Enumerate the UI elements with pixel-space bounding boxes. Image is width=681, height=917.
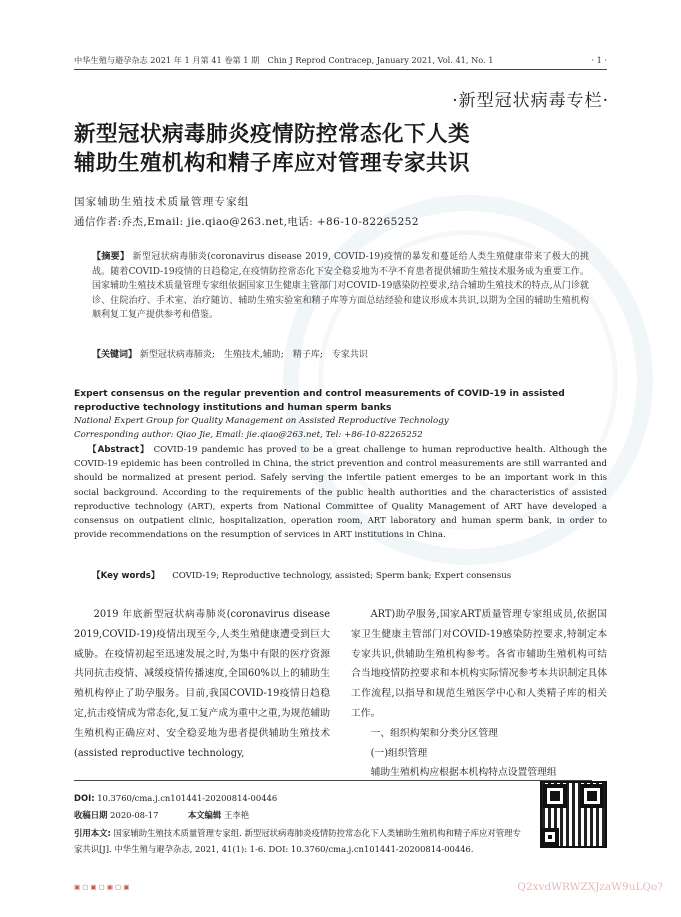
english-abstract-text: COVID-19 pandemic has proved to be a great challenge to human reproductive health. Although the COVID-19 epidemic has been controlled in China, the strict prevention and control measurements are still warranted and should be normalized at present period. Safely serving the infertile patient emerges to be an important work in this social background. According to the requirements of the public health authorities and the characteristics of assisted reproductive technology (ART), experts from National Committee of Quality Management of ART have developed a consensus on outpatient clinic, hospitalization, operation room, ART laboratory and human sperm bank, in order to provide recommendations on the resumption of services in ART institutions in China.	[74, 445, 608, 541]
running-head	[74, 55, 607, 66]
footer-doi	[74, 793, 526, 803]
english-keywords-text: COVID-19; Reproductive technology, assisted; Sperm bank; Expert consensus	[172, 571, 512, 581]
chinese-abstract-label: 【摘要】	[92, 252, 130, 262]
section-heading-1: 一、组织构架和分类分区管理	[370, 727, 498, 739]
author-organization: 国家辅助生殖技术质量管理专家组	[74, 196, 250, 208]
article-title-line-2: 辅助生殖机构和精子库应对管理专家共识	[74, 151, 471, 176]
chinese-keywords-label: 【关键词】	[92, 350, 138, 360]
english-corresponding-author: Corresponding author: Qiao Jie, Email: jie.qiao@263.net, Tel: +86-10-82265252	[74, 430, 423, 440]
column-tag: ·新型冠状病毒专栏·	[452, 91, 609, 111]
chinese-abstract	[92, 250, 589, 323]
english-abstract	[74, 443, 607, 542]
header-rule	[74, 69, 607, 70]
body-left-column	[74, 605, 330, 763]
english-organization: National Expert Group for Quality Management on Assisted Reproductive Technology	[74, 416, 449, 426]
running-head-journal: 中华生殖与避孕杂志 2021 年 1 月第 41 卷第 1 期 Chin J Reprod Contracep, January 2021, Vol. 41, No. 1	[74, 55, 494, 65]
chinese-keywords	[92, 347, 589, 360]
english-title: Expert consensus on the regular prevention and control measurements of COVID-19 in assisted reproductive technology institutions and human sperm banks	[74, 389, 565, 413]
body-paragraph-last: 辅助生殖机构应根据本机构特点设置管理组	[370, 767, 557, 779]
footer-citation	[74, 825, 526, 857]
qr-code-finder-pattern	[541, 828, 559, 846]
footer-rule	[74, 780, 592, 781]
received-date: 2020-08-17	[110, 810, 159, 820]
publisher-logo-icon: ▣ ▢ ▣ ▢ ▣ ▢ ▣	[74, 883, 130, 891]
bottom-code: Q2xvdWRWZXJzaW9uLQo?	[517, 881, 663, 893]
body-paragraph-continued: ART)助孕服务,国家ART质量管理专家组成员,依据国家卫生健康主管部门对COVID-19感染防控要求,特制定本专家共识,供辅助生殖机构参考。各省市辅助生殖机构可结合当地疫情防控要求和本机构实际情况参考本共识制定具体工作流程,以指导和规范生殖医学中心和人类精子库的相关工作。	[351, 609, 607, 719]
citation-label: 引用本文:	[74, 828, 111, 838]
doi-value[interactable]: 10.3760/cma.j.cn101441-20200814-00446	[97, 793, 278, 803]
page-number: · 1 ·	[591, 55, 607, 65]
english-keywords-label: 【Key words】	[92, 571, 160, 581]
citation-text: 国家辅助生殖技术质量管理专家组. 新型冠状病毒肺炎疫情防控常态化下人类辅助生殖机构和精子库应对管理专家共识[J]. 中华生殖与避孕杂志, 2021, 41(1): 1-6. DOI: 10.3760/cma.j.cn101441-20200814-00446.	[74, 828, 521, 854]
section-heading-2: (一)组织管理	[370, 747, 428, 759]
received-label: 收稿日期	[74, 810, 108, 820]
article-title-line-1: 新型冠状病毒肺炎疫情防控常态化下人类	[74, 122, 471, 147]
corresponding-author: 通信作者:乔杰,Email: jie.qiao@263.net,电话: +86-10-82265252	[74, 216, 419, 228]
chinese-keywords-text: 新型冠状病毒肺炎; 生殖技术,辅助; 精子库; 专家共识	[139, 350, 368, 360]
body-right-column	[351, 605, 607, 783]
english-keywords	[92, 569, 511, 581]
editor-name: 王李艳	[223, 810, 250, 820]
chinese-abstract-text: 新型冠状病毒肺炎(coronavirus disease 2019, COVID-19)疫情的暴发和蔓延给人类生殖健康带来了极大的挑战。随着COVID-19疫情的日趋稳定,在疫情防控常态化下安全稳妥地为不孕不育患者提供辅助生殖技术服务成为重要工作。国家辅助生殖技术质量管理专家组依据国家卫生健康主管部门对COVID-19感染防控要求,结合辅助生殖技术的特点,从门诊就诊、住院治疗、手术室、治疗随访、辅助生殖实验室和精子库等方面总结经验和建议形成本共识,以期为全国的辅助生殖机构顺利复工复产提供参考和借鉴。	[92, 252, 589, 320]
article-title	[74, 120, 607, 178]
editor-label: 本文编辑	[187, 810, 222, 820]
body-paragraph-intro: 2019 年底新型冠状病毒肺炎(coronavirus disease 2019,COVID-19)疫情出现至今,人类生殖健康遭受到巨大威胁。在疫情初起至迅速发展之时,为集中有限的医疗资源共同抗击疫情、减缓疫情传播速度,全国60%以上的辅助生殖机构停止了助孕服务。目前,我国COVID-19疫情日趋稳定,抗击疫情成为常态化,复工复产成为重中之重,为规范辅助生殖机构正确应对、安全稳妥地为患者提供辅助生殖技术(assisted reproductive technology,	[74, 609, 330, 759]
english-abstract-label: 【Abstract】	[88, 445, 150, 455]
footer-dates	[74, 809, 526, 821]
doi-label: DOI:	[74, 793, 95, 803]
